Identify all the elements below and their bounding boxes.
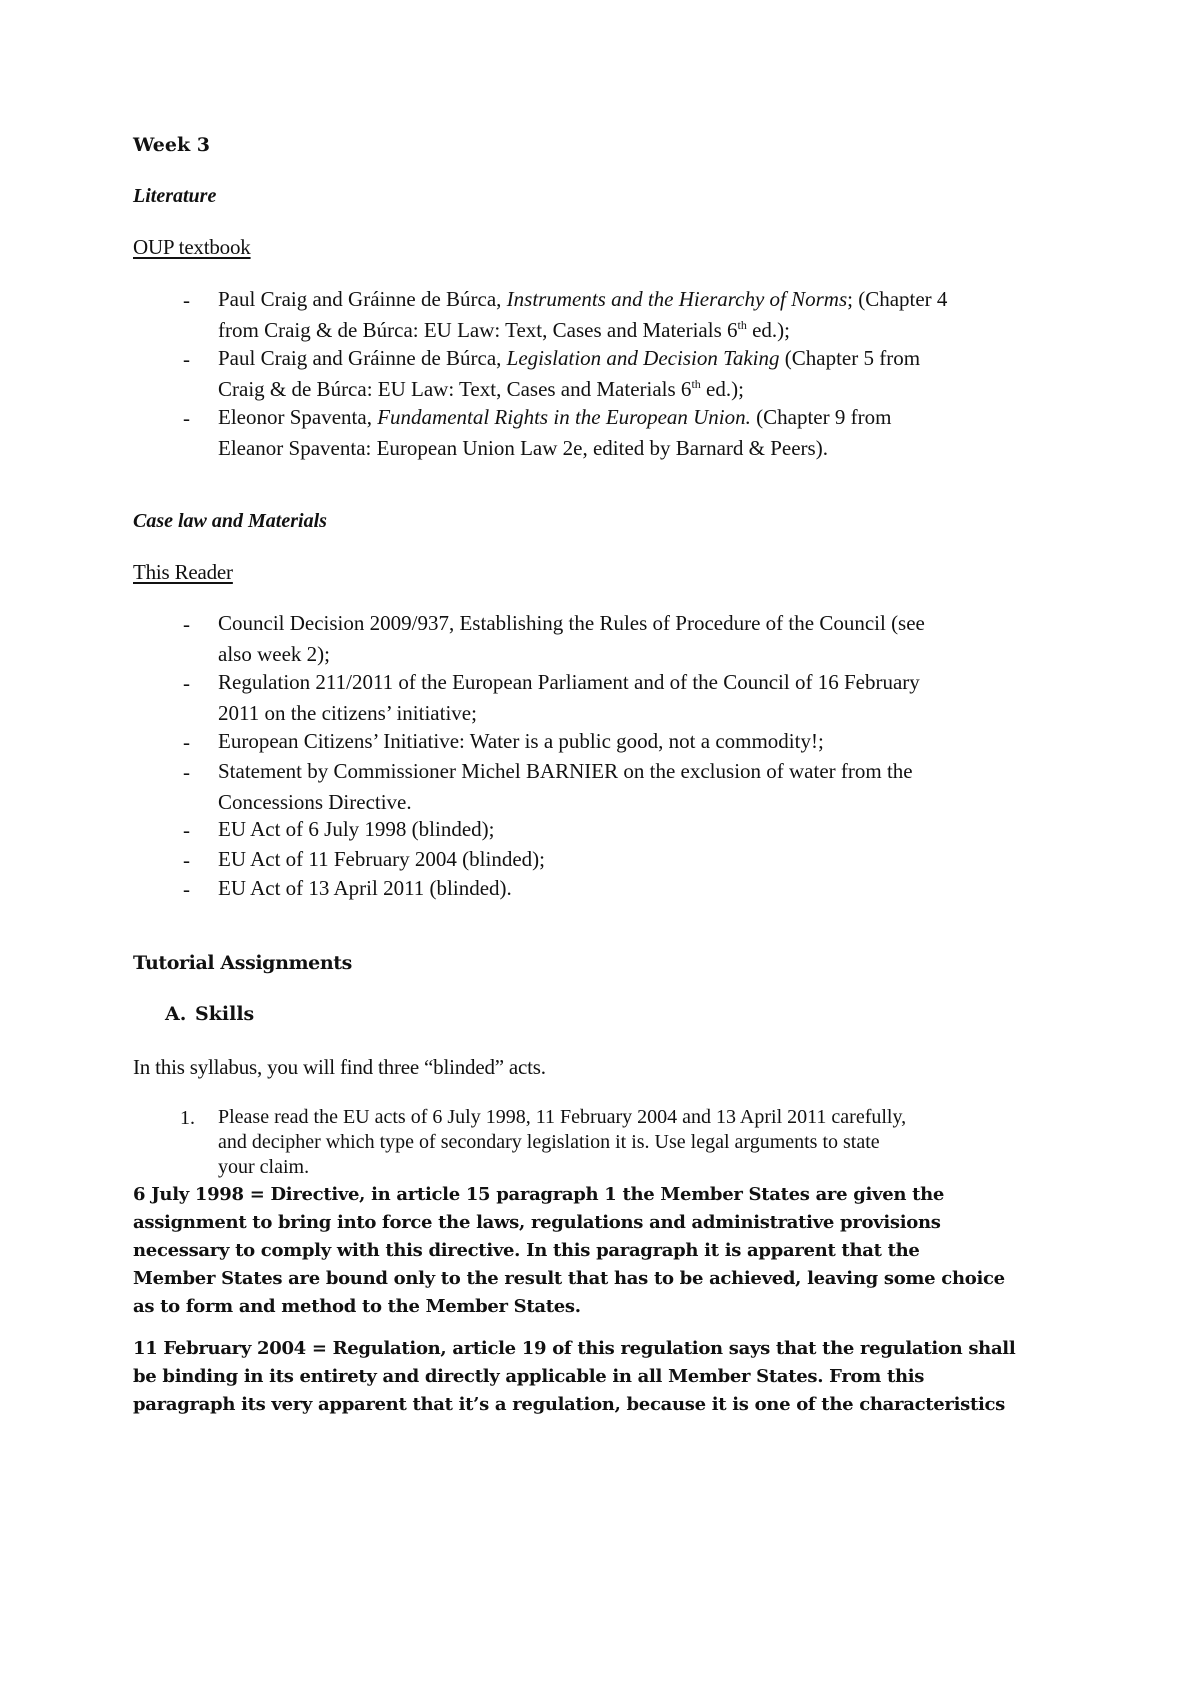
- bullet-dash: -: [183, 848, 190, 872]
- item-text: Concessions Directive.: [218, 790, 412, 814]
- section-a-label: Skills: [195, 1003, 255, 1025]
- case-law-heading: Case law and Materials: [133, 510, 327, 532]
- item-text: Regulation 211/2011 of the European Parliament and of the Council of 16 February: [218, 670, 920, 694]
- case-law-item: [218, 873, 1078, 904]
- answer-line: assignment to bring into force the laws, regulations and administrative provisions: [133, 1212, 941, 1233]
- item-text: also week 2);: [218, 642, 330, 666]
- item-text: EU Act of 11 February 2004 (blinded);: [218, 847, 545, 871]
- bullet-dash: -: [183, 671, 190, 695]
- question-line: and decipher which type of secondary legislation it is. Use legal arguments to state: [218, 1131, 880, 1153]
- superscript: th: [691, 377, 701, 391]
- item-text: European Citizens’ Initiative: Water is a public good, not a commodity!;: [218, 729, 824, 753]
- item-text: from Craig & de Búrca: EU Law: Text, Cases and Materials 6: [218, 318, 738, 342]
- answer-line: necessary to comply with this directive. In this paragraph it is apparent that the: [133, 1240, 920, 1261]
- item-text: ; (Chapter 4: [847, 287, 948, 311]
- item-title: Fundamental Rights in the European Union.: [377, 405, 751, 429]
- item-text: 2011 on the citizens’ initiative;: [218, 701, 477, 725]
- section-a-marker: A.: [165, 1003, 187, 1025]
- bullet-dash: -: [183, 818, 190, 842]
- question-line: Please read the EU acts of 6 July 1998, 11 February 2004 and 13 April 2011 carefully,: [218, 1106, 907, 1128]
- item-text: Eleonor Spaventa,: [218, 405, 378, 429]
- literature-item: [218, 343, 1078, 405]
- case-law-item: [218, 608, 1078, 670]
- item-text: Paul Craig and Gráinne de Búrca,: [218, 287, 507, 311]
- case-law-item: [218, 667, 1078, 729]
- bullet-dash: -: [183, 612, 190, 636]
- case-law-item: [218, 726, 1078, 757]
- item-text: ed.);: [746, 318, 791, 342]
- literature-item: [218, 402, 1078, 464]
- case-law-item: [218, 756, 1078, 818]
- case-law-item: [218, 814, 1078, 845]
- answer-line: 6 July 1998 = Directive, in article 15 paragraph 1 the Member States are given the: [133, 1184, 945, 1205]
- literature-heading: Literature: [133, 185, 217, 207]
- item-text: EU Act of 13 April 2011 (blinded).: [218, 876, 512, 900]
- case-law-item: [218, 844, 1078, 875]
- item-text: Craig & de Búrca: EU Law: Text, Cases and Materials 6: [218, 377, 692, 401]
- question-number: 1.: [180, 1107, 195, 1129]
- intro-text: In this syllabus, you will find three “blinded” acts.: [133, 1055, 546, 1079]
- week-title: Week 3: [133, 134, 210, 156]
- bullet-dash: -: [183, 730, 190, 754]
- item-text: EU Act of 6 July 1998 (blinded);: [218, 817, 495, 841]
- oup-textbook-subheading: OUP textbook: [133, 235, 251, 259]
- bullet-dash: -: [183, 288, 190, 312]
- bullet-dash: -: [183, 347, 190, 371]
- bullet-dash: -: [183, 760, 190, 784]
- bullet-dash: -: [183, 406, 190, 430]
- item-text: Eleanor Spaventa: European Union Law 2e, edited by Barnard & Peers).: [218, 436, 828, 460]
- bullet-dash: -: [183, 877, 190, 901]
- item-text: (Chapter 5 from: [779, 346, 921, 370]
- answer-line: be binding in its entirety and directly applicable in all Member States. From this: [133, 1366, 925, 1387]
- answer-line: paragraph its very apparent that it’s a regulation, because it is one of the characteristics: [133, 1394, 1006, 1415]
- answer-1998: [133, 1181, 1063, 1321]
- tutorial-assignments-heading: Tutorial Assignments: [133, 952, 352, 974]
- item-text: (Chapter 9 from: [750, 405, 892, 429]
- question-line: your claim.: [218, 1156, 310, 1178]
- answer-line: Member States are bound only to the result that has to be achieved, leaving some choice: [133, 1268, 1005, 1289]
- item-text: Council Decision 2009/937, Establishing the Rules of Procedure of the Council (see: [218, 611, 925, 635]
- item-text: Statement by Commissioner Michel BARNIER on the exclusion of water from the: [218, 759, 913, 783]
- this-reader-subheading: This Reader: [133, 560, 233, 584]
- answer-line: as to form and method to the Member States.: [133, 1296, 581, 1317]
- item-text: ed.);: [700, 377, 744, 401]
- answer-2004: [133, 1335, 1063, 1419]
- superscript: th: [737, 318, 747, 332]
- question-1: [218, 1105, 1078, 1180]
- literature-item: [218, 284, 1078, 346]
- item-title: Instruments and the Hierarchy of Norms: [506, 287, 848, 311]
- item-title: Legislation and Decision Taking: [506, 346, 780, 370]
- item-text: Paul Craig and Gráinne de Búrca,: [218, 346, 507, 370]
- answer-line: 11 February 2004 = Regulation, article 19 of this regulation says that the regulation shall: [133, 1338, 1016, 1359]
